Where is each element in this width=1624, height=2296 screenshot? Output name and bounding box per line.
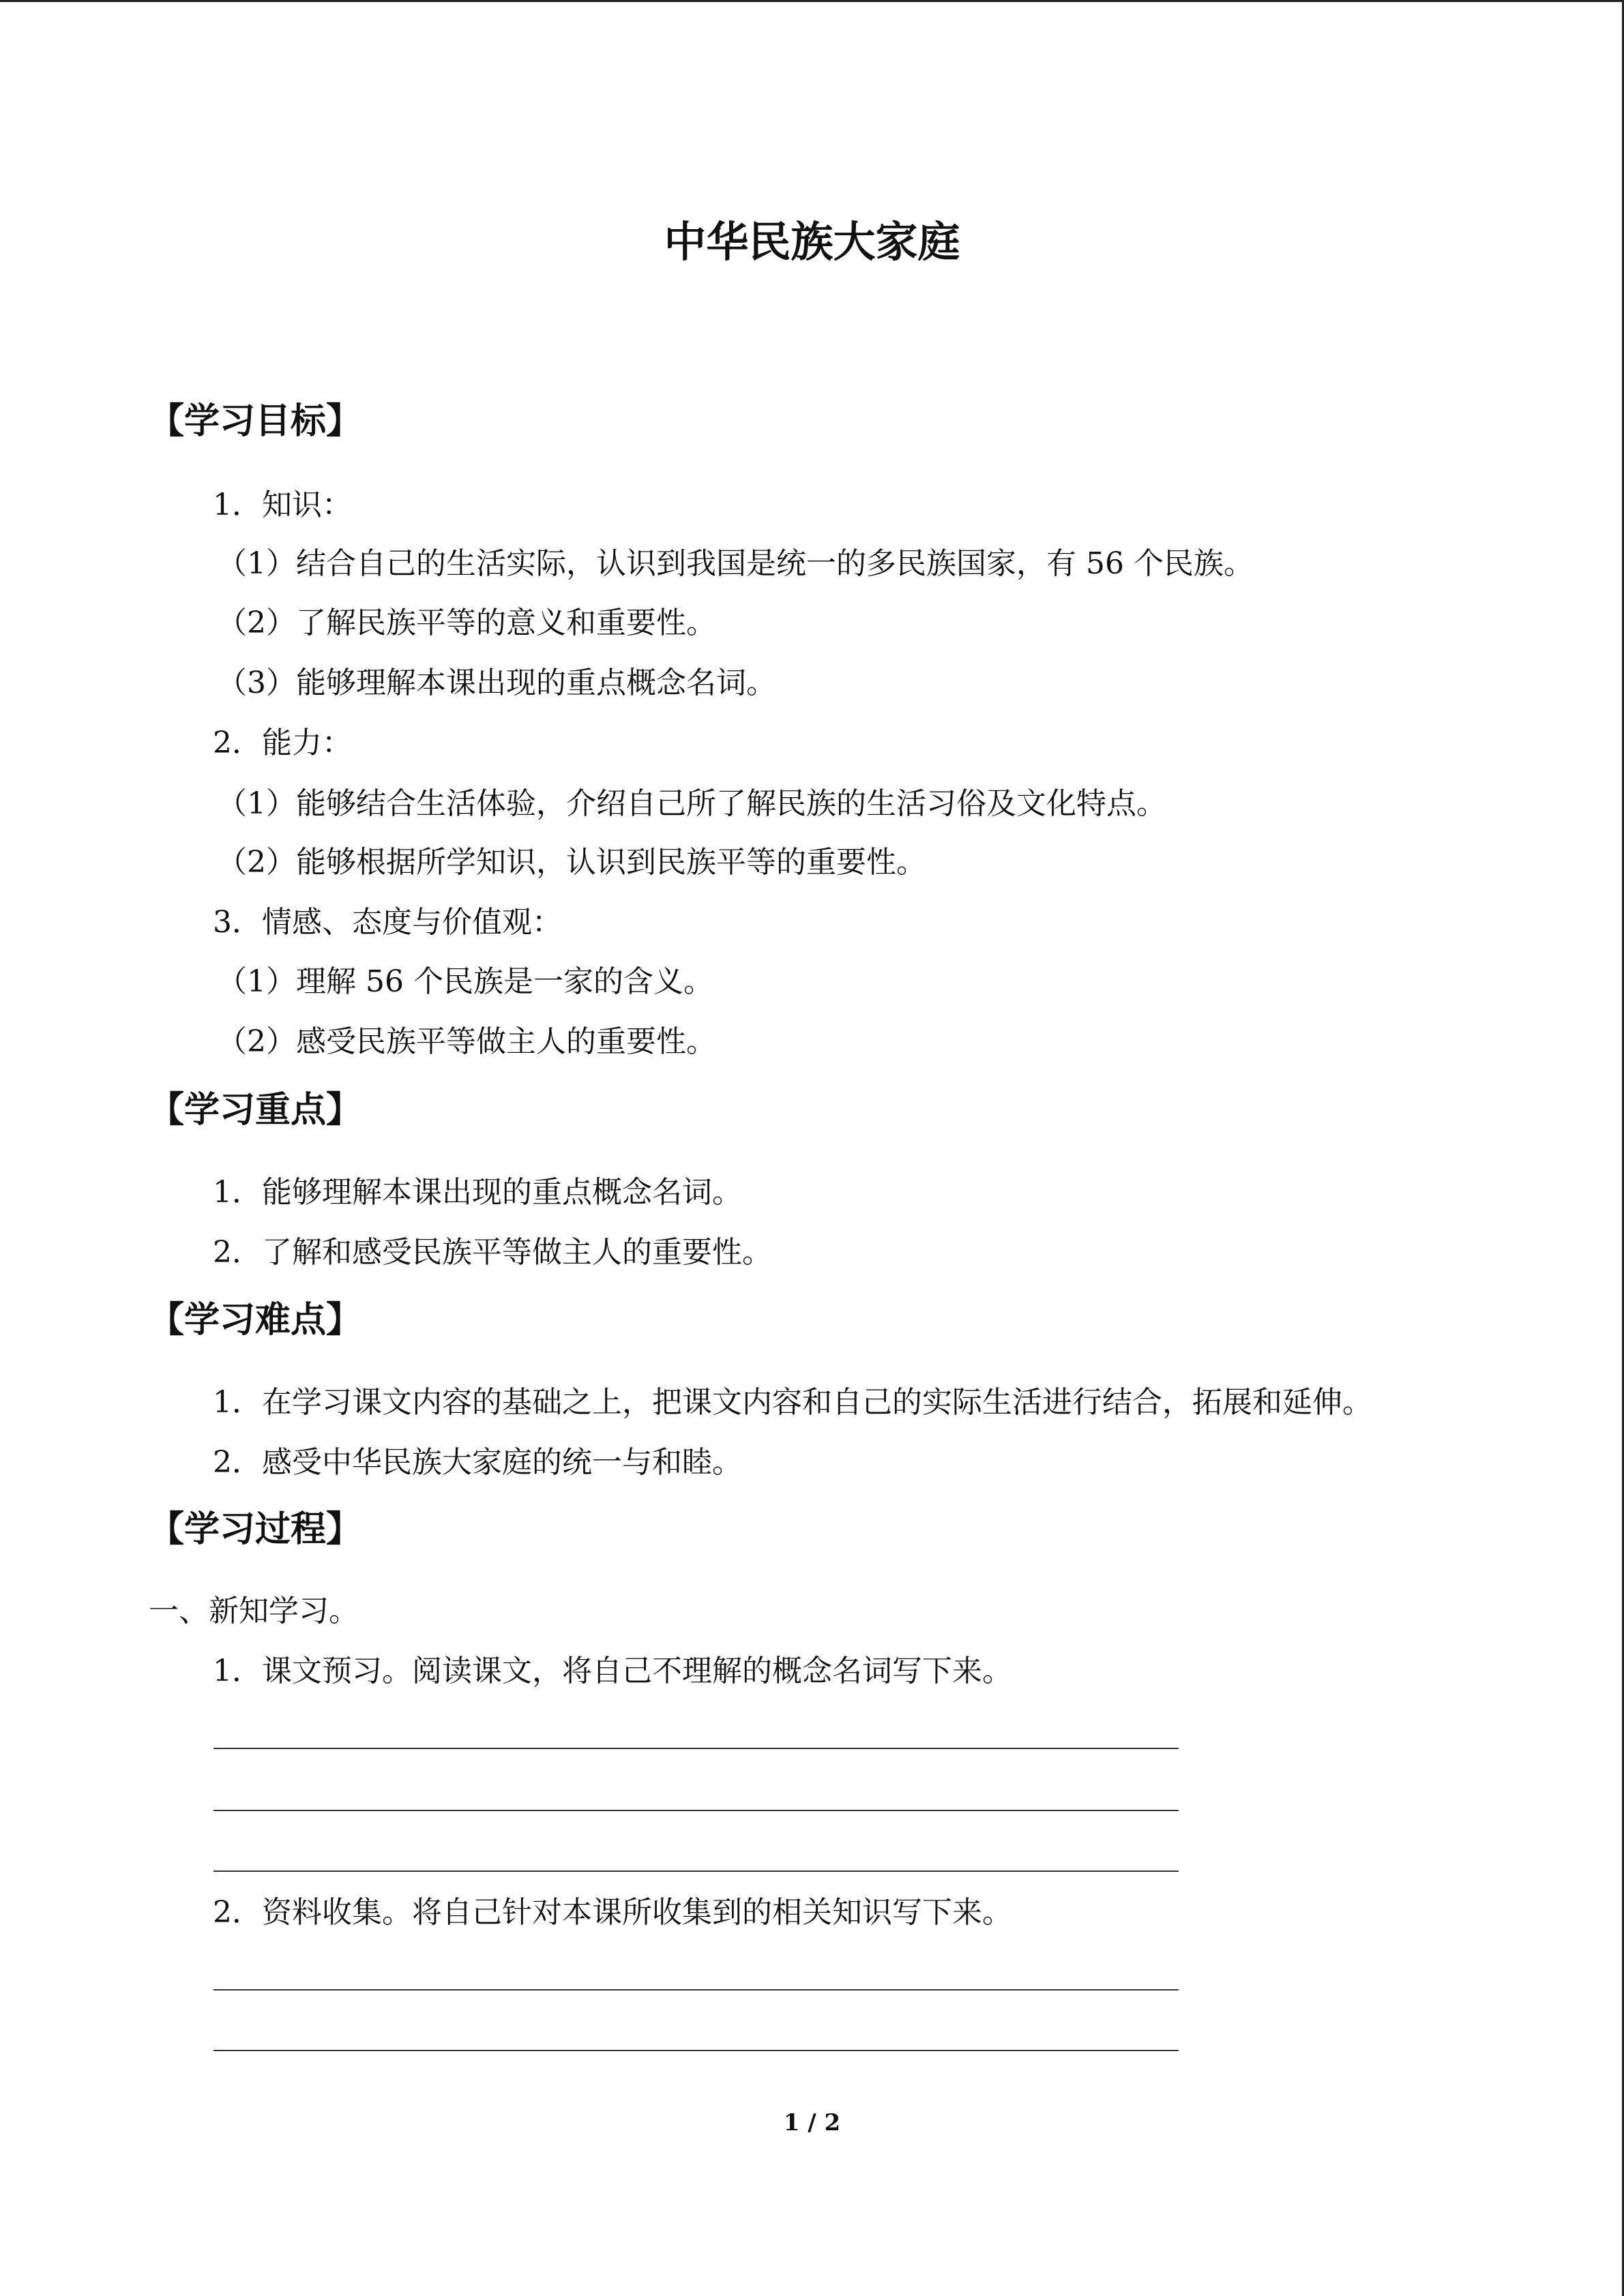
process-task-collect: 2．资料收集。将自己针对本课所收集到的相关知识写下来。 [213,1895,1012,1930]
heading-process: 【学习过程】 [149,1509,362,1550]
heading-learning-goals: 【学习目标】 [149,401,362,442]
goal-knowledge-item: （2）了解民族平等的意义和重要性。 [217,606,716,640]
goal-ability-item: （1）能够结合生活体验，介绍自己所了解民族的生活习俗及文化特点。 [217,786,1166,821]
answer-line[interactable] [213,1870,1179,1872]
page-number: 1 / 2 [783,2109,841,2136]
key-point-item: 2．了解和感受民族平等做主人的重要性。 [213,1235,772,1270]
difficulty-item: 2．感受中华民族大家庭的统一与和睦。 [213,1445,742,1480]
goal-emotion-label: 3．情感、态度与价值观： [213,905,562,940]
goal-ability-label: 2．能力： [213,726,352,760]
heading-difficulties: 【学习难点】 [149,1300,362,1341]
goal-emotion-item: （2）感受民族平等做主人的重要性。 [217,1024,716,1059]
heading-key-points: 【学习重点】 [149,1090,362,1131]
answer-line[interactable] [213,1748,1179,1749]
key-point-item: 1．能够理解本课出现的重点概念名词。 [213,1175,742,1210]
answer-line[interactable] [213,2050,1179,2051]
goal-knowledge-item: （1）结合自己的生活实际，认识到我国是统一的多民族国家，有 56 个民族。 [217,546,1254,581]
goal-knowledge-item: （3）能够理解本课出现的重点概念名词。 [217,666,776,700]
answer-line[interactable] [213,1989,1179,1991]
process-part-one: 一、新知学习。 [149,1594,359,1628]
goal-emotion-item: （1）理解 56 个民族是一家的含义。 [217,964,713,999]
process-task-preview: 1．课文预习。阅读课文，将自己不理解的概念名词写下来。 [213,1654,1012,1688]
page-title: 中华民族大家庭 [664,217,960,267]
difficulty-item: 1．在学习课文内容的基础之上，把课文内容和自己的实际生活进行结合，拓展和延伸。 [213,1385,1372,1420]
answer-line[interactable] [213,1810,1179,1811]
goal-ability-item: （2）能够根据所学知识，认识到民族平等的重要性。 [217,845,926,880]
goal-knowledge-label: 1．知识： [213,488,352,522]
